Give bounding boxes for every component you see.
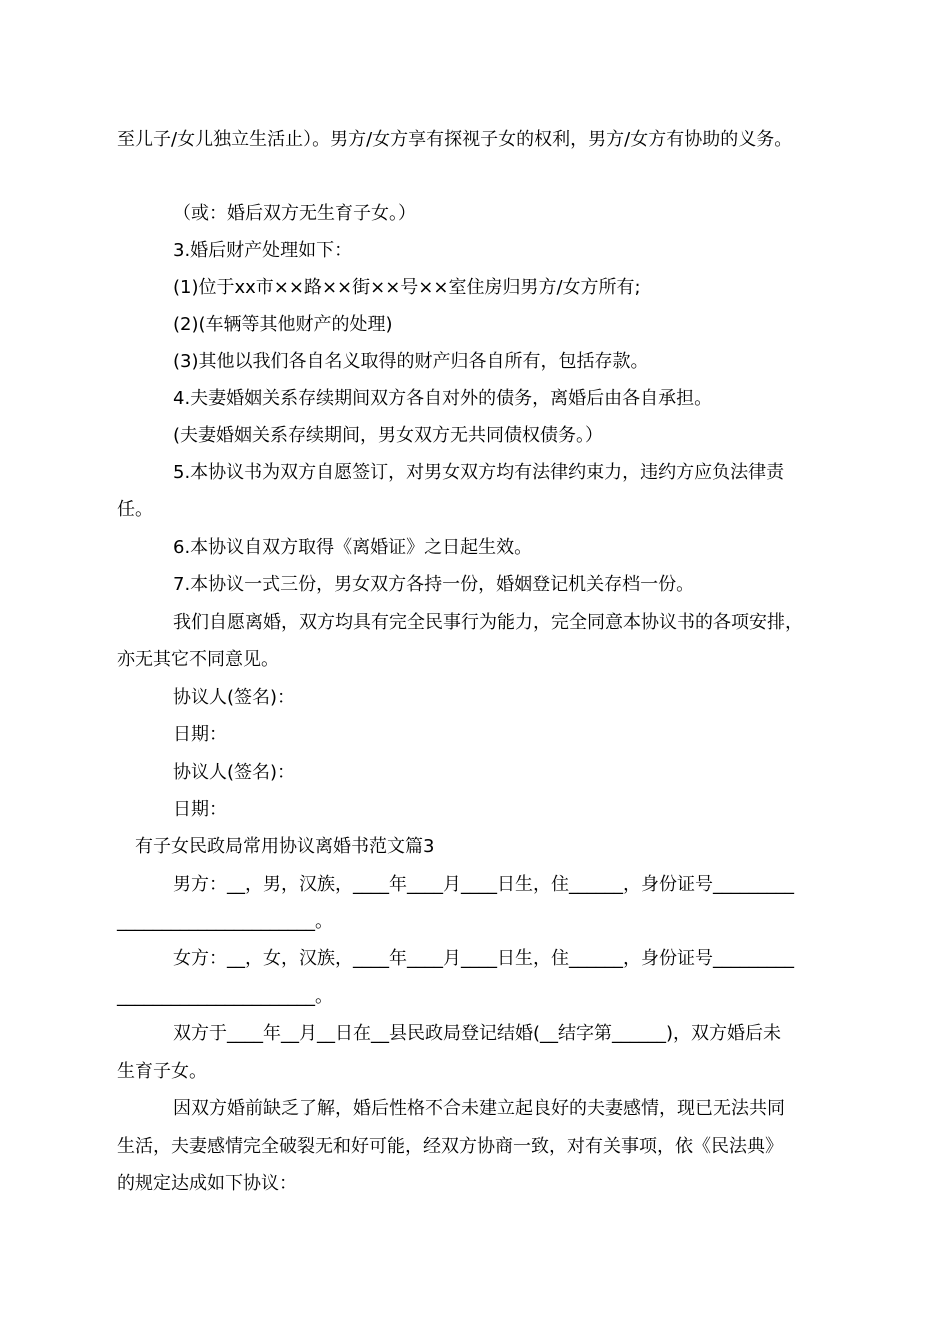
paragraph-line: 因双方婚前缺乏了解，婚后性格不合未建立起良好的夫妻感情，现已无法共同: [173, 1098, 785, 1119]
paragraph-line: 我们自愿离婚，双方均具有完全民事行为能力，完全同意本协议书的各项安排，: [173, 612, 803, 633]
paragraph-line: （或：婚后双方无生育子女。）: [173, 203, 416, 224]
paragraph-line: 亦无其它不同意见。: [117, 649, 279, 670]
section-heading: 有子女民政局常用协议离婚书范文篇3: [135, 836, 435, 857]
paragraph-line: 7.本协议一式三份，男女双方各持一份，婚姻登记机关存档一份。: [173, 574, 695, 595]
paragraph-line: 生育子女。: [117, 1061, 207, 1082]
paragraph-line: (1)位于xx市××路××街××号××室住房归男方/女方所有;: [173, 277, 641, 298]
paragraph-line: 6.本协议自双方取得《离婚证》之日起生效。: [173, 537, 533, 558]
paragraph-line: (2)(车辆等其他财产的处理): [173, 314, 393, 335]
paragraph-line: 任。: [117, 499, 153, 520]
signature-label: 协议人(签名)：: [173, 762, 296, 783]
paragraph-line: 的规定达成如下协议：: [117, 1173, 297, 1194]
paragraph-line: 5.本协议书为双方自愿签订，对男女双方均有法律约束力，违约方应负法律责: [173, 462, 785, 483]
signature-label: 协议人(签名)：: [173, 687, 296, 708]
paragraph-line: 女方：__，女，汉族，____年____月____日生，住______，身份证号_________: [173, 948, 794, 969]
paragraph-line: 生活，夫妻感情完全破裂无和好可能，经双方协商一致，对有关事项，依《民法典》: [117, 1136, 783, 1157]
paragraph-line: ______________________。: [117, 911, 333, 932]
date-label: 日期：: [173, 724, 227, 745]
paragraph-line: (夫妻婚姻关系存续期间，男女双方无共同债权债务。）: [173, 425, 604, 446]
paragraph-line: ______________________。: [117, 986, 333, 1007]
paragraph-line: 双方于____年__月__日在__县民政局登记结婚(__结字第______)，双方婚后未: [173, 1023, 782, 1044]
paragraph-line: 至儿子/女儿独立生活止）。男方/女方享有探视子女的权利，男方/女方有协助的义务。: [117, 129, 793, 150]
paragraph-line: (3)其他以我们各自名义取得的财产归各自所有，包括存款。: [173, 351, 649, 372]
paragraph-line: 男方：__，男，汉族，____年____月____日生，住______，身份证号_________: [173, 874, 794, 895]
paragraph-line: 3.婚后财产处理如下：: [173, 240, 353, 261]
date-label: 日期：: [173, 799, 227, 820]
paragraph-line: 4.夫妻婚姻关系存续期间双方各自对外的债务，离婚后由各自承担。: [173, 388, 713, 409]
